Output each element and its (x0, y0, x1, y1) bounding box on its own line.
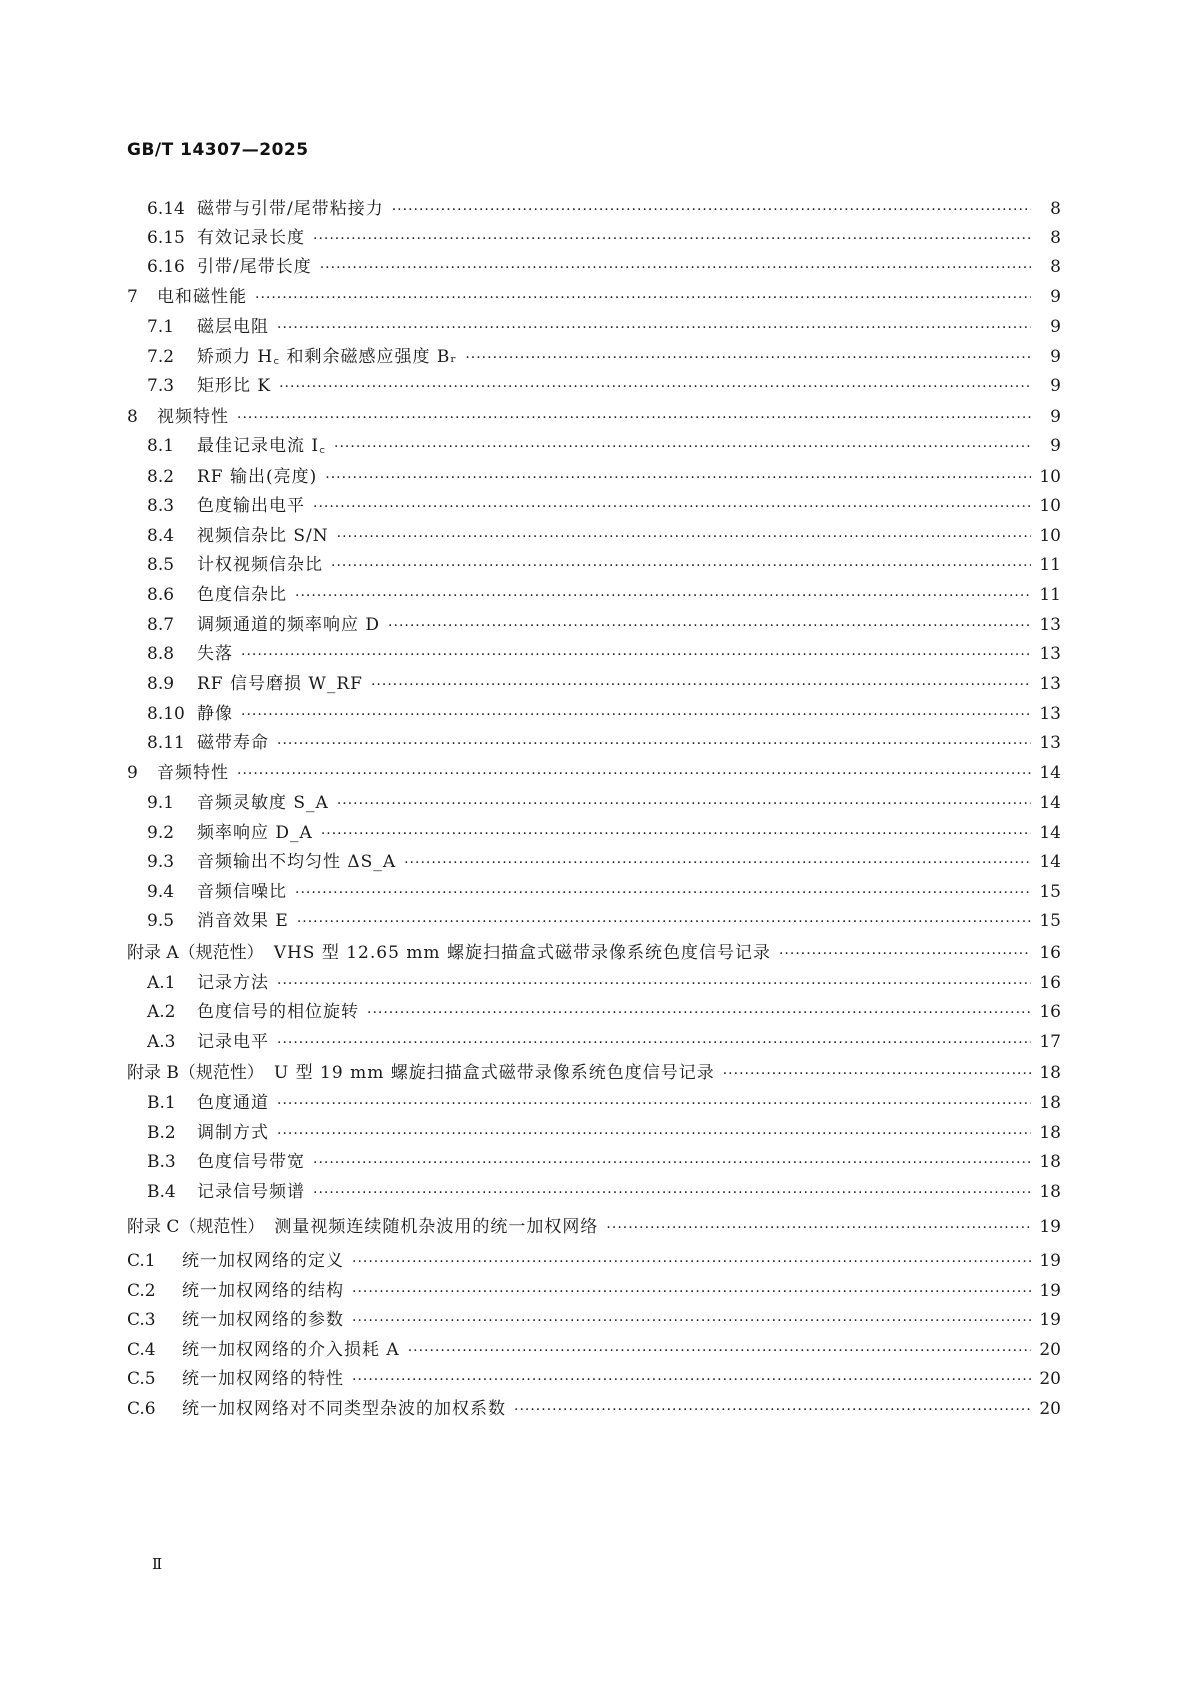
toc-number: A.3 (147, 1032, 176, 1052)
toc-page: 14 (1039, 823, 1061, 843)
toc-leader (313, 1180, 1031, 1206)
toc-title: 色度信杂比 (197, 585, 287, 605)
toc-title: 音频信噪比 (197, 882, 287, 902)
toc-entry[interactable] (127, 314, 1061, 340)
toc-number: C.3 (127, 1310, 156, 1330)
toc-page: 18 (1039, 1093, 1061, 1113)
toc-number: 9 (127, 763, 138, 783)
toc-leader (255, 285, 1031, 311)
toc-entry[interactable] (127, 970, 1061, 996)
toc-entry-appendix[interactable] (127, 1060, 1061, 1086)
toc-number: C.5 (127, 1369, 156, 1389)
toc-leader (371, 672, 1031, 698)
toc-title: 失落 (197, 644, 233, 664)
toc-title: 音频输出不均匀性 ΔS_A (197, 852, 397, 872)
toc-number: 8.6 (147, 585, 175, 605)
toc-title: 计权视频信杂比 (197, 555, 323, 575)
toc-page: 10 (1039, 526, 1061, 546)
toc-number: 附录 C（规范性） (127, 1217, 265, 1237)
toc-number: 8.9 (147, 674, 175, 694)
toc-page: 9 (1050, 376, 1061, 396)
toc-leader (277, 315, 1031, 341)
toc-title: 色度信号的相位旋转 (197, 1002, 359, 1022)
toc-title: 统一加权网络对不同类型杂波的加权系数 (182, 1399, 506, 1419)
toc-title: 测量视频连续随机杂波用的统一加权网络 (274, 1217, 599, 1237)
toc-title: 色度信号带宽 (197, 1152, 305, 1172)
toc-number: 9.5 (147, 911, 175, 931)
toc-title: 视频特性 (157, 407, 229, 427)
toc-entry[interactable] (127, 493, 1061, 519)
toc-leader (337, 791, 1031, 817)
toc-title: 记录信号频谱 (197, 1182, 305, 1202)
toc-page: 19 (1039, 1281, 1061, 1301)
toc-page: 17 (1039, 1032, 1061, 1052)
toc-leader (295, 583, 1031, 609)
document-id: GB/T 14307—2025 (127, 140, 309, 160)
toc-entry[interactable] (127, 671, 1061, 697)
toc-title: 视频信杂比 S/N (197, 526, 329, 546)
toc-entry[interactable] (127, 879, 1061, 905)
toc-page: 9 (1050, 436, 1061, 456)
toc-page: 15 (1039, 911, 1061, 931)
toc-title: 调制方式 (197, 1123, 269, 1143)
toc-entry[interactable] (127, 1120, 1061, 1146)
toc-leader (331, 553, 1031, 579)
toc-entry[interactable] (127, 790, 1061, 816)
toc-leader (313, 1150, 1031, 1176)
toc-entry[interactable] (127, 612, 1061, 638)
toc-entry[interactable] (127, 1090, 1061, 1116)
toc-entry[interactable] (127, 1179, 1061, 1205)
toc-page: 18 (1039, 1063, 1061, 1083)
toc-number: B.4 (147, 1182, 176, 1202)
toc-entry[interactable] (127, 730, 1061, 756)
toc-number: 9.4 (147, 882, 175, 902)
toc-page: 10 (1039, 467, 1061, 487)
toc-page: 14 (1039, 763, 1061, 783)
toc-leader (408, 1338, 1031, 1364)
toc-number: C.1 (127, 1251, 156, 1271)
toc-number: B.1 (147, 1093, 176, 1113)
toc-entry[interactable] (127, 1366, 1061, 1392)
toc-page: 19 (1039, 1251, 1061, 1271)
toc-number: 附录 A（规范性） (127, 943, 264, 963)
toc-number: 8.4 (147, 526, 175, 546)
toc-number: 7.1 (147, 317, 175, 337)
toc-title: VHS 型 12.65 mm 螺旋扫描盒式磁带录像系统色度信号记录 (273, 943, 771, 963)
toc-page: 13 (1039, 615, 1061, 635)
toc-number: B.2 (147, 1123, 176, 1143)
toc-leader (321, 821, 1031, 847)
toc-page: 9 (1050, 317, 1061, 337)
toc-page: 8 (1050, 199, 1061, 219)
toc-title: 调频通道的频率响应 D (197, 615, 381, 635)
toc-entry[interactable] (127, 196, 1061, 222)
toc-page: 13 (1039, 733, 1061, 753)
toc-page: 20 (1039, 1399, 1061, 1419)
toc-leader (277, 1091, 1031, 1117)
toc-title: 色度输出电平 (197, 496, 305, 516)
toc-number: C.6 (127, 1399, 156, 1419)
toc-entry[interactable] (127, 641, 1061, 667)
toc-title: RF 信号磨损 W_RF (197, 674, 363, 694)
toc-entry[interactable] (127, 344, 1061, 370)
toc-number: 8.3 (147, 496, 175, 516)
toc-entry[interactable] (127, 1278, 1061, 1304)
toc-entry[interactable] (127, 373, 1061, 399)
toc-leader (241, 642, 1031, 668)
toc-title: 统一加权网络的参数 (182, 1310, 344, 1330)
toc-entry[interactable] (127, 760, 1061, 786)
toc-title: 统一加权网络的特性 (182, 1369, 344, 1389)
page-number: Ⅱ (152, 1555, 163, 1573)
toc-leader (313, 226, 1031, 252)
toc-page: 16 (1039, 943, 1061, 963)
toc-title: 记录电平 (197, 1032, 269, 1052)
toc-entry[interactable] (127, 820, 1061, 846)
toc-title: 磁层电阻 (197, 317, 269, 337)
toc-page: 9 (1050, 287, 1061, 307)
toc-leader (279, 374, 1031, 400)
toc-entry[interactable] (127, 1337, 1061, 1363)
toc-leader (367, 1000, 1031, 1026)
toc-title: 电和磁性能 (157, 287, 247, 307)
toc-number: 6.16 (147, 257, 185, 277)
toc-number: A.2 (147, 1002, 176, 1022)
toc-leader (277, 731, 1031, 757)
toc-page: 15 (1039, 882, 1061, 902)
toc-page: 18 (1039, 1152, 1061, 1172)
toc-entry[interactable] (127, 254, 1061, 280)
toc-number: 6.15 (147, 228, 185, 248)
toc-entry[interactable] (127, 582, 1061, 608)
toc-page: 11 (1039, 585, 1061, 605)
toc-entry[interactable] (127, 1307, 1061, 1333)
toc-title: 统一加权网络的定义 (182, 1251, 344, 1271)
toc-leader (334, 434, 1031, 460)
toc-page: 19 (1039, 1310, 1061, 1330)
toc-page: 9 (1050, 347, 1061, 367)
toc-number: 8.7 (147, 615, 175, 635)
toc-page: 16 (1039, 973, 1061, 993)
toc-leader (514, 1397, 1031, 1423)
toc-leader (313, 494, 1031, 520)
toc-entry[interactable] (127, 1149, 1061, 1175)
toc-number: 9.3 (147, 852, 175, 872)
toc-page: 13 (1039, 644, 1061, 664)
toc-entry[interactable] (127, 404, 1061, 430)
toc-page: 14 (1039, 793, 1061, 813)
toc-entry-appendix[interactable] (127, 1214, 1061, 1240)
toc-leader (237, 761, 1031, 787)
toc-number: 8 (127, 407, 138, 427)
toc-entry[interactable] (127, 284, 1061, 310)
toc-entry[interactable] (127, 464, 1061, 490)
toc-number: A.1 (147, 973, 176, 993)
toc-title: RF 输出(亮度) (197, 467, 318, 487)
toc-page: 13 (1039, 674, 1061, 694)
toc-number: 8.10 (147, 704, 185, 724)
toc-entry[interactable] (127, 552, 1061, 578)
toc-entry[interactable] (127, 1248, 1061, 1274)
toc-title: 记录方法 (197, 973, 269, 993)
toc-number: 8.5 (147, 555, 175, 575)
toc-leader (723, 1061, 1031, 1087)
toc-page: 20 (1039, 1340, 1061, 1360)
toc-number: 9.1 (147, 793, 175, 813)
toc-number: 8.8 (147, 644, 175, 664)
toc-number: 8.11 (147, 733, 185, 753)
toc-page: 10 (1039, 496, 1061, 516)
toc-page: 11 (1039, 555, 1061, 575)
toc-page: 8 (1050, 257, 1061, 277)
toc-leader (325, 465, 1031, 491)
toc-leader (277, 1030, 1031, 1056)
toc-title: 矫顽力 H꜀ 和剩余磁感应强度 Bᵣ (197, 347, 458, 367)
toc-number: 8.2 (147, 467, 175, 487)
toc-leader (277, 971, 1031, 997)
toc-leader (352, 1249, 1031, 1275)
toc-entry-appendix[interactable] (127, 940, 1061, 966)
toc-page: 18 (1039, 1123, 1061, 1143)
toc-title: 引带/尾带长度 (197, 257, 312, 277)
toc-entry[interactable] (127, 701, 1061, 727)
toc-title: 磁带与引带/尾带粘接力 (197, 199, 384, 219)
toc-entry[interactable] (127, 1029, 1061, 1055)
toc-leader (241, 702, 1031, 728)
toc-title: 频率响应 D_A (197, 823, 313, 843)
toc-number: 6.14 (147, 199, 185, 219)
toc-title: 最佳记录电流 I꜀ (197, 436, 327, 456)
toc-number: C.4 (127, 1340, 156, 1360)
toc-leader (352, 1279, 1031, 1305)
toc-leader (237, 405, 1031, 431)
toc-leader (352, 1367, 1031, 1393)
toc-page: 19 (1039, 1217, 1061, 1237)
toc-leader (295, 880, 1031, 906)
toc-leader (352, 1308, 1031, 1334)
toc-leader (392, 197, 1031, 223)
toc-entry[interactable] (127, 433, 1061, 459)
toc-title: U 型 19 mm 螺旋扫描盒式磁带录像系统色度信号记录 (273, 1063, 715, 1083)
toc-number: 8.1 (147, 436, 175, 456)
toc-entry[interactable] (127, 999, 1061, 1025)
toc-number: C.2 (127, 1281, 156, 1301)
toc-title: 消音效果 E (197, 911, 289, 931)
toc-leader (277, 1121, 1031, 1147)
toc-title: 统一加权网络的结构 (182, 1281, 344, 1301)
toc-title: 磁带寿命 (197, 733, 269, 753)
toc-number: 7.3 (147, 376, 175, 396)
toc-title: 静像 (197, 704, 233, 724)
toc-page: 13 (1039, 704, 1061, 724)
toc-title: 色度通道 (197, 1093, 269, 1113)
toc-page: 8 (1050, 228, 1061, 248)
toc-number: 附录 B（规范性） (127, 1063, 264, 1083)
toc-title: 有效记录长度 (197, 228, 305, 248)
toc-leader (465, 345, 1031, 371)
toc-leader (606, 1215, 1031, 1241)
toc-page: 16 (1039, 1002, 1061, 1022)
toc-leader (388, 613, 1031, 639)
toc-number: 7 (127, 287, 138, 307)
toc-title: 统一加权网络的介入损耗 A (182, 1340, 400, 1360)
toc-number: 9.2 (147, 823, 175, 843)
toc-entry[interactable] (127, 849, 1061, 875)
toc-entry[interactable] (127, 523, 1061, 549)
toc-leader (337, 524, 1031, 550)
toc-number: 7.2 (147, 347, 175, 367)
toc-page: 18 (1039, 1182, 1061, 1202)
toc-page: 20 (1039, 1369, 1061, 1389)
toc-number: B.3 (147, 1152, 176, 1172)
toc-page: 14 (1039, 852, 1061, 872)
toc-leader (779, 941, 1031, 967)
toc-leader (404, 850, 1031, 876)
toc-title: 音频特性 (157, 763, 229, 783)
toc-entry[interactable] (127, 225, 1061, 251)
toc-page: 9 (1050, 407, 1061, 427)
toc-entry[interactable] (127, 1396, 1061, 1422)
toc-title: 音频灵敏度 S_A (197, 793, 329, 813)
toc-leader (297, 909, 1031, 935)
toc-title: 矩形比 K (197, 376, 272, 396)
toc-leader (320, 255, 1031, 281)
toc-entry[interactable] (127, 908, 1061, 934)
